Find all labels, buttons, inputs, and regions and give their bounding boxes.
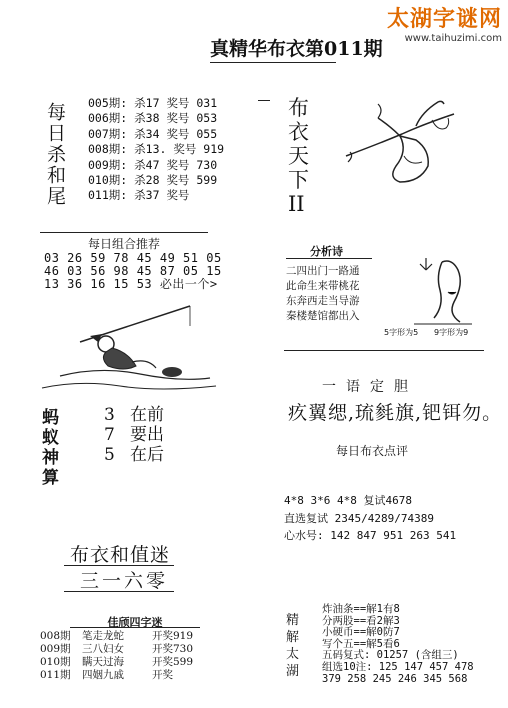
ant-text: 要出 (130, 425, 164, 445)
explain-label-char: 精 (286, 613, 300, 628)
kill-period: 010期: (88, 173, 128, 188)
prize-label: 奖号 (166, 157, 190, 172)
site-name: 太湖字谜网 (386, 7, 502, 32)
jiaju-row (40, 643, 193, 656)
combo-line: 13 36 16 15 53 必出一个> (44, 277, 218, 291)
kill-period: 008期: (88, 142, 128, 157)
fisherman-illustration (40, 292, 218, 392)
jiaju-phrase: 笔走龙蛇 (82, 630, 124, 642)
kill-row (88, 111, 224, 126)
ant-label-char: 蚁 (42, 428, 59, 448)
kill-period: 009期: (88, 157, 128, 172)
prize-number: 055 (196, 126, 218, 141)
jiaju-period: 008期 (40, 630, 71, 642)
kill-period: 005期: (88, 96, 128, 110)
prize-label: 奖号 (173, 142, 197, 157)
ant-row (104, 445, 164, 465)
jiaju-period: 011期 (40, 669, 71, 681)
explain-label-char: 解 (286, 630, 300, 645)
ant-label-char: 神 (42, 448, 59, 468)
jiaju-phrase: 瞒天过海 (82, 656, 124, 668)
prize-number: 031 (196, 96, 218, 110)
cloth-mystery-title: 布衣和值迷 (70, 544, 171, 566)
ant-label-char: 蚂 (42, 408, 59, 428)
combo-header: 每日组合推荐 (40, 232, 208, 252)
kill-number: 杀37 (134, 188, 160, 203)
kill-period: 006期: (88, 111, 128, 126)
explain-line: 小硬币==解0防7 (322, 626, 400, 639)
combo-line: 03 26 59 78 45 49 51 05 (44, 251, 222, 265)
kill-period: 011期: (88, 188, 128, 203)
prize-number: 919 (203, 142, 225, 157)
site-logo[interactable] (387, 2, 502, 44)
explain-line: 分两股==看2解3 (322, 614, 400, 627)
kill-number: 杀13. (134, 142, 167, 157)
cloth-title-char: 衣 (288, 120, 309, 144)
poem-line: 此命生来带桃花 (286, 280, 360, 292)
jiaju-row (40, 656, 193, 669)
explain-line: 炸油条==解1有8 (322, 603, 400, 615)
kill-period: 007期: (88, 126, 128, 141)
yiyu-title: 一语定胆 (322, 379, 418, 395)
jiaju-phrase: 四姻九戚 (82, 669, 124, 681)
poem-line: 东奔西走当导游 (286, 295, 360, 307)
stats-line: 心水号: 142 847 951 263 541 (284, 529, 457, 542)
section-divider (258, 100, 270, 101)
prize-number: 599 (196, 173, 218, 188)
prize-number: 730 (196, 157, 218, 172)
jiaju-row (40, 669, 193, 682)
cloth-title (288, 96, 309, 216)
cloth-title-char: 下 (288, 168, 309, 192)
jiaju-prize: 开奖919 (152, 630, 194, 642)
kill-row (88, 127, 224, 142)
ant-text: 在后 (130, 445, 164, 465)
jiaju-period: 010期 (40, 656, 71, 668)
stats-line: 直选复试 2345/4289/74389 (284, 511, 434, 525)
kill-number: 杀38 (134, 111, 160, 126)
prize-label: 奖号 (166, 126, 190, 141)
kill-row (88, 173, 224, 188)
jiaju-prize: 开奖599 (152, 656, 194, 668)
review-title: 每日布衣点评 (336, 444, 409, 458)
kill-number: 杀34 (134, 126, 160, 141)
kill-label: 每日杀和尾 (44, 102, 66, 207)
kill-row (88, 142, 224, 157)
jiaju-phrase: 三八妇女 (82, 643, 124, 655)
poem-line: 二四出门一路通 (286, 265, 360, 277)
section-divider (286, 258, 372, 259)
analysis-title: 分析诗 (310, 245, 343, 258)
stats-line: 4*8 3*6 4*8 复试4678 (284, 494, 412, 507)
section-divider (70, 627, 200, 628)
ant-number: 7 (104, 425, 115, 445)
ant-label-char: 算 (42, 468, 59, 488)
kill-row (88, 158, 224, 173)
tree-illustration (412, 252, 474, 328)
poem-line: 秦楼楚馆都出入 (286, 310, 360, 322)
section-divider (284, 350, 484, 351)
title-underline (210, 62, 336, 63)
kill-number: 杀47 (134, 157, 160, 172)
explain-label-char: 太 (286, 647, 300, 662)
ant-row (104, 405, 164, 425)
ant-rows (104, 405, 164, 465)
jiaju-prize: 开奖730 (152, 643, 194, 655)
prediction-stats (284, 492, 456, 545)
jiaju-row (40, 630, 193, 643)
kill-row (88, 96, 224, 111)
prize-label: 奖号 (166, 173, 190, 188)
kill-number: 杀17 (134, 96, 160, 110)
cloth-title-char: 天 (288, 144, 309, 168)
branch-illustration (338, 96, 458, 188)
kill-list (88, 96, 224, 204)
ant-text: 在前 (130, 405, 164, 425)
explain-label (286, 612, 299, 680)
explain-line: 写个五==解5看6 (322, 637, 400, 650)
page-title: 真精华布衣第011期 (210, 38, 383, 60)
digit-shape-label-5: 5字形为5 (384, 328, 419, 337)
digit-shape-label-9: 9字形为9 (434, 328, 469, 337)
jiaju-rows (40, 630, 193, 682)
ant-row (104, 425, 164, 445)
ant-label (42, 408, 59, 488)
ant-number: 3 (104, 405, 115, 425)
analysis-poem (286, 264, 360, 324)
explain-line: 组选10注: 125 147 457 478 (322, 660, 474, 673)
prize-label: 奖号 (166, 111, 190, 126)
ant-number: 5 (104, 445, 115, 465)
site-url: www.taihuzimi.com (404, 33, 502, 44)
cloth-title-char: II (288, 192, 305, 216)
kill-row (88, 188, 224, 203)
prize-label: 奖号 (166, 188, 190, 203)
combo-numbers (44, 252, 222, 291)
yiyu-text: 疚翼缌,琉毵旗,钯铒勿。 (288, 402, 503, 424)
cloth-title-char: 布 (288, 96, 309, 120)
explain-label-char: 湖 (286, 664, 300, 679)
prize-label: 奖号 (166, 96, 190, 110)
jiaju-title: 佳颀四字迷 (107, 616, 163, 629)
explain-lines (322, 604, 474, 685)
jiaju-prize: 开奖 (152, 669, 173, 681)
kill-number: 杀28 (134, 173, 160, 188)
cloth-mystery-subtitle: 三一六零 (80, 570, 169, 592)
explain-line: 379 258 245 246 345 568 (322, 672, 468, 685)
explain-line: 五码复式: 01257 (含组三) (322, 649, 459, 662)
jiaju-period: 009期 (40, 643, 71, 655)
section-divider (64, 591, 174, 592)
prize-number: 053 (196, 111, 218, 126)
combo-line: 46 03 56 98 45 87 05 15 (44, 264, 222, 278)
